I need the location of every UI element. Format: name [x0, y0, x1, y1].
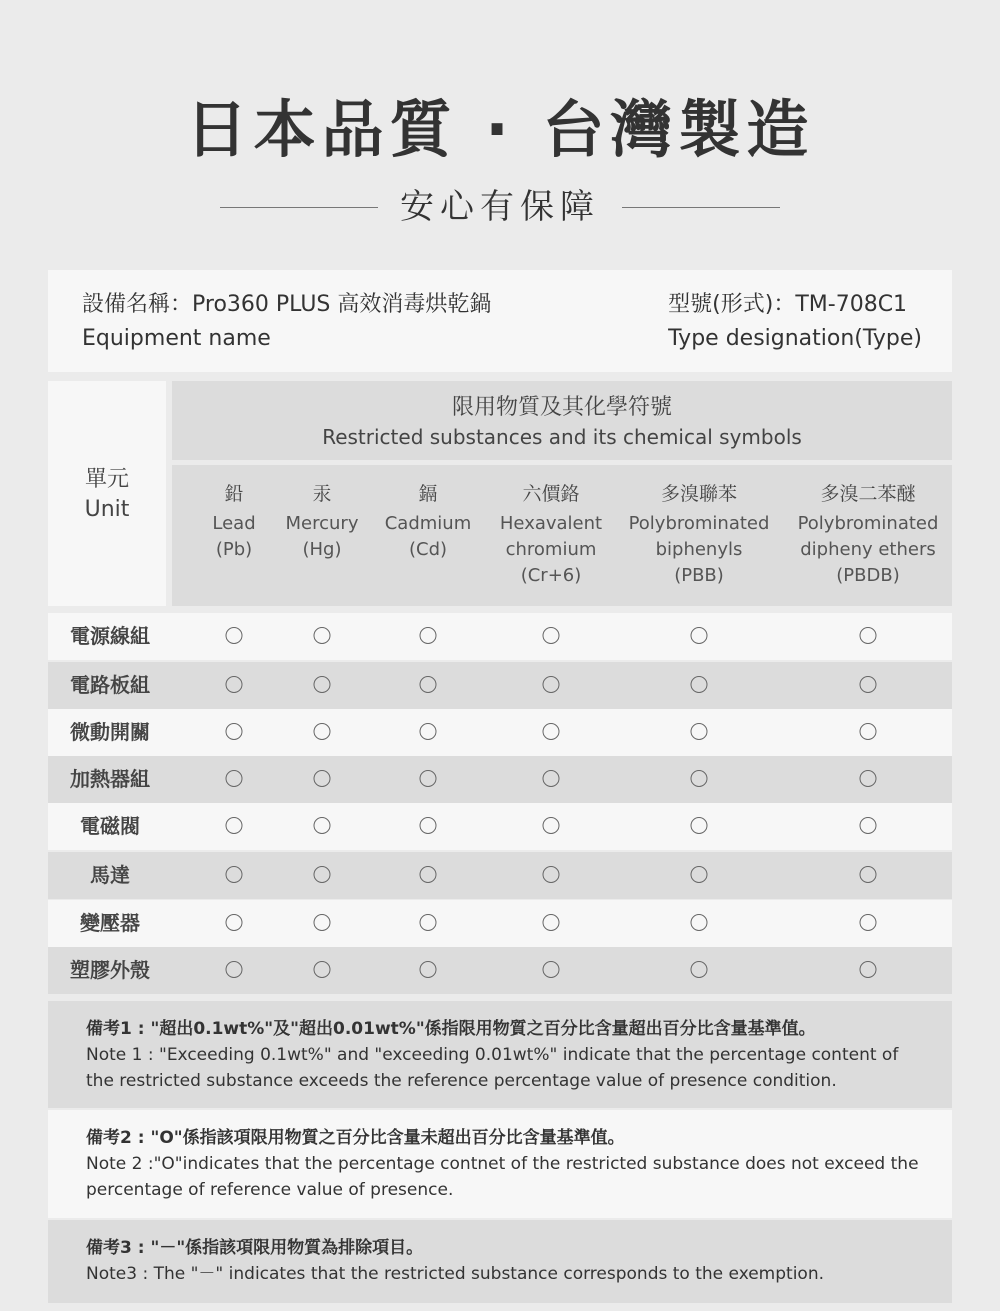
substance-name-en: Hexavalent — [499, 513, 603, 534]
compliance-mark-icon — [543, 817, 560, 834]
compliance-mark-icon — [860, 866, 877, 883]
equipment-name: 設備名稱：Pro360 PLUS 高效消毒烘乾鍋 — [82, 292, 492, 317]
compliance-mark-icon — [860, 914, 877, 931]
compliance-mark-icon — [543, 866, 560, 883]
table-row — [48, 662, 952, 709]
substance-name-cn: 鉛 — [224, 483, 244, 505]
compliance-mark-icon — [314, 676, 331, 693]
substance-symbol: (Cr+6) — [520, 565, 582, 586]
table-row — [48, 947, 952, 994]
compliance-mark-icon — [860, 770, 877, 787]
compliance-mark-icon — [543, 961, 560, 978]
compliance-mark-icon — [860, 961, 877, 978]
substance-name-cn: 六價鉻 — [522, 483, 580, 505]
compliance-mark-icon — [420, 961, 437, 978]
row-label: 馬達 — [90, 863, 130, 887]
right-divider — [622, 207, 780, 208]
substance-name-cn: 多溴二苯醚 — [820, 483, 916, 505]
compliance-mark-icon — [226, 817, 243, 834]
substance-name-en: Cadmium — [384, 513, 472, 534]
compliance-mark-icon — [314, 627, 331, 644]
table-row — [48, 756, 952, 803]
compliance-mark-icon — [420, 627, 437, 644]
substance-columns — [172, 465, 952, 606]
page-subtitle: 安心有保障 — [400, 187, 600, 227]
compliance-mark-icon — [226, 723, 243, 740]
compliance-mark-icon — [860, 676, 877, 693]
equipment-info — [48, 270, 952, 372]
substance-name-en: biphenyls — [655, 539, 743, 560]
note-2-en: Note 2 :"O"indicates that the percentage contnet of the restricted substance does not exceed the percentage of reference value of presence. — [86, 1154, 919, 1200]
compliance-mark-icon — [420, 676, 437, 693]
compliance-mark-icon — [543, 723, 560, 740]
compliance-mark-icon — [691, 627, 708, 644]
substance-column-header — [500, 481, 602, 589]
table-row — [48, 900, 952, 947]
table-row — [48, 613, 952, 660]
note-3-cn: 備考3 : "－"係指該項限用物質為排除項目。 — [86, 1238, 424, 1258]
equipment-name-block — [82, 288, 491, 356]
substance-name-cn: 多溴聯苯 — [660, 483, 738, 505]
table-row — [48, 803, 952, 850]
compliance-mark-icon — [314, 770, 331, 787]
substance-name-en: (Hg) — [302, 539, 342, 560]
page-title: 日本品質 · 台灣製造 — [185, 93, 815, 166]
table-header — [48, 381, 952, 606]
restricted-label-cn: 限用物質及其化學符號 — [451, 395, 672, 420]
note-1-en: Note 1 : "Exceeding 0.1wt%" and "exceeding 0.01wt%" indicate that the percentage content of the restricted substance exceeds the reference percentage value of presence condition. — [86, 1045, 899, 1091]
compliance-mark-icon — [420, 723, 437, 740]
compliance-mark-icon — [543, 914, 560, 931]
compliance-mark-icon — [860, 627, 877, 644]
compliance-mark-icon — [226, 676, 243, 693]
note-1-cn: 備考1 : "超出0.1wt%"及"超出0.01wt%"係指限用物質之百分比含量超出百分比含量基準值。 — [86, 1019, 816, 1039]
row-label: 加熱器組 — [70, 767, 150, 791]
compliance-mark-icon — [420, 914, 437, 931]
compliance-mark-icon — [691, 866, 708, 883]
type-designation-block — [668, 288, 922, 356]
substance-name-en: Mercury — [285, 513, 359, 534]
compliance-mark-icon — [314, 723, 331, 740]
compliance-mark-icon — [543, 676, 560, 693]
substance-symbol: (PBB) — [674, 565, 724, 586]
compliance-mark-icon — [314, 817, 331, 834]
equipment-name-en: Equipment name — [82, 326, 271, 351]
substance-column-header — [212, 481, 255, 563]
compliance-mark-icon — [226, 627, 243, 644]
row-label: 電路板組 — [70, 673, 150, 697]
substance-name-en: (Pb) — [215, 539, 253, 560]
row-label: 變壓器 — [80, 911, 140, 935]
compliance-mark-icon — [420, 866, 437, 883]
compliance-mark-icon — [420, 817, 437, 834]
compliance-mark-icon — [226, 961, 243, 978]
compliance-mark-icon — [420, 770, 437, 787]
substance-column-header — [286, 481, 359, 563]
type-designation-en: Type designation(Type) — [668, 326, 922, 351]
row-label: 電源線組 — [70, 624, 150, 648]
compliance-mark-icon — [691, 961, 708, 978]
compliance-mark-icon — [314, 961, 331, 978]
row-label: 塑膠外殼 — [70, 958, 150, 982]
substance-symbol: (PBDB) — [836, 565, 900, 586]
compliance-mark-icon — [691, 723, 708, 740]
substance-column-header — [385, 481, 472, 563]
compliance-mark-icon — [226, 866, 243, 883]
unit-header — [48, 381, 166, 606]
compliance-mark-icon — [860, 723, 877, 740]
compliance-mark-icon — [860, 817, 877, 834]
substance-name-en: Polybrominated — [797, 513, 939, 534]
compliance-mark-icon — [543, 770, 560, 787]
substance-name-en: (Cd) — [408, 539, 448, 560]
substance-name-en: Lead — [212, 513, 256, 534]
compliance-mark-icon — [543, 627, 560, 644]
subtitle-row — [220, 184, 780, 230]
compliance-mark-icon — [314, 866, 331, 883]
substance-column-header — [629, 481, 770, 589]
row-label: 微動開關 — [70, 720, 150, 744]
row-label: 電磁閥 — [80, 814, 140, 838]
type-designation: 型號(形式)：TM-708C1 — [668, 292, 908, 317]
note-2-cn: 備考2 : "O"係指該項限用物質之百分比含量未超出百分比含量基準值。 — [86, 1128, 625, 1148]
table-row — [48, 709, 952, 756]
unit-label-en: Unit — [84, 497, 130, 522]
compliance-mark-icon — [691, 770, 708, 787]
substance-name-en: Polybrominated — [628, 513, 770, 534]
restricted-substances-header — [172, 381, 952, 460]
compliance-mark-icon — [691, 914, 708, 931]
note-3 — [48, 1220, 952, 1303]
table-row — [48, 852, 952, 899]
substance-name-en: chromium — [505, 539, 597, 560]
substance-column-header — [798, 481, 939, 589]
note-2 — [48, 1110, 952, 1218]
compliance-mark-icon — [314, 914, 331, 931]
compliance-mark-icon — [226, 914, 243, 931]
note-3-en: Note3 : The "－" indicates that the restricted substance corresponds to the exemption. — [86, 1264, 825, 1284]
compliance-mark-icon — [691, 817, 708, 834]
unit-label-cn: 單元 — [84, 467, 129, 492]
restricted-label-en: Restricted substances and its chemical symbols — [322, 425, 802, 449]
compliance-mark-icon — [226, 770, 243, 787]
compliance-mark-icon — [691, 676, 708, 693]
left-divider — [220, 207, 378, 208]
substance-name-cn: 鎘 — [418, 483, 438, 505]
substance-name-en: dipheny ethers — [800, 539, 936, 560]
substance-name-cn: 汞 — [312, 483, 332, 505]
note-1 — [48, 1001, 952, 1108]
